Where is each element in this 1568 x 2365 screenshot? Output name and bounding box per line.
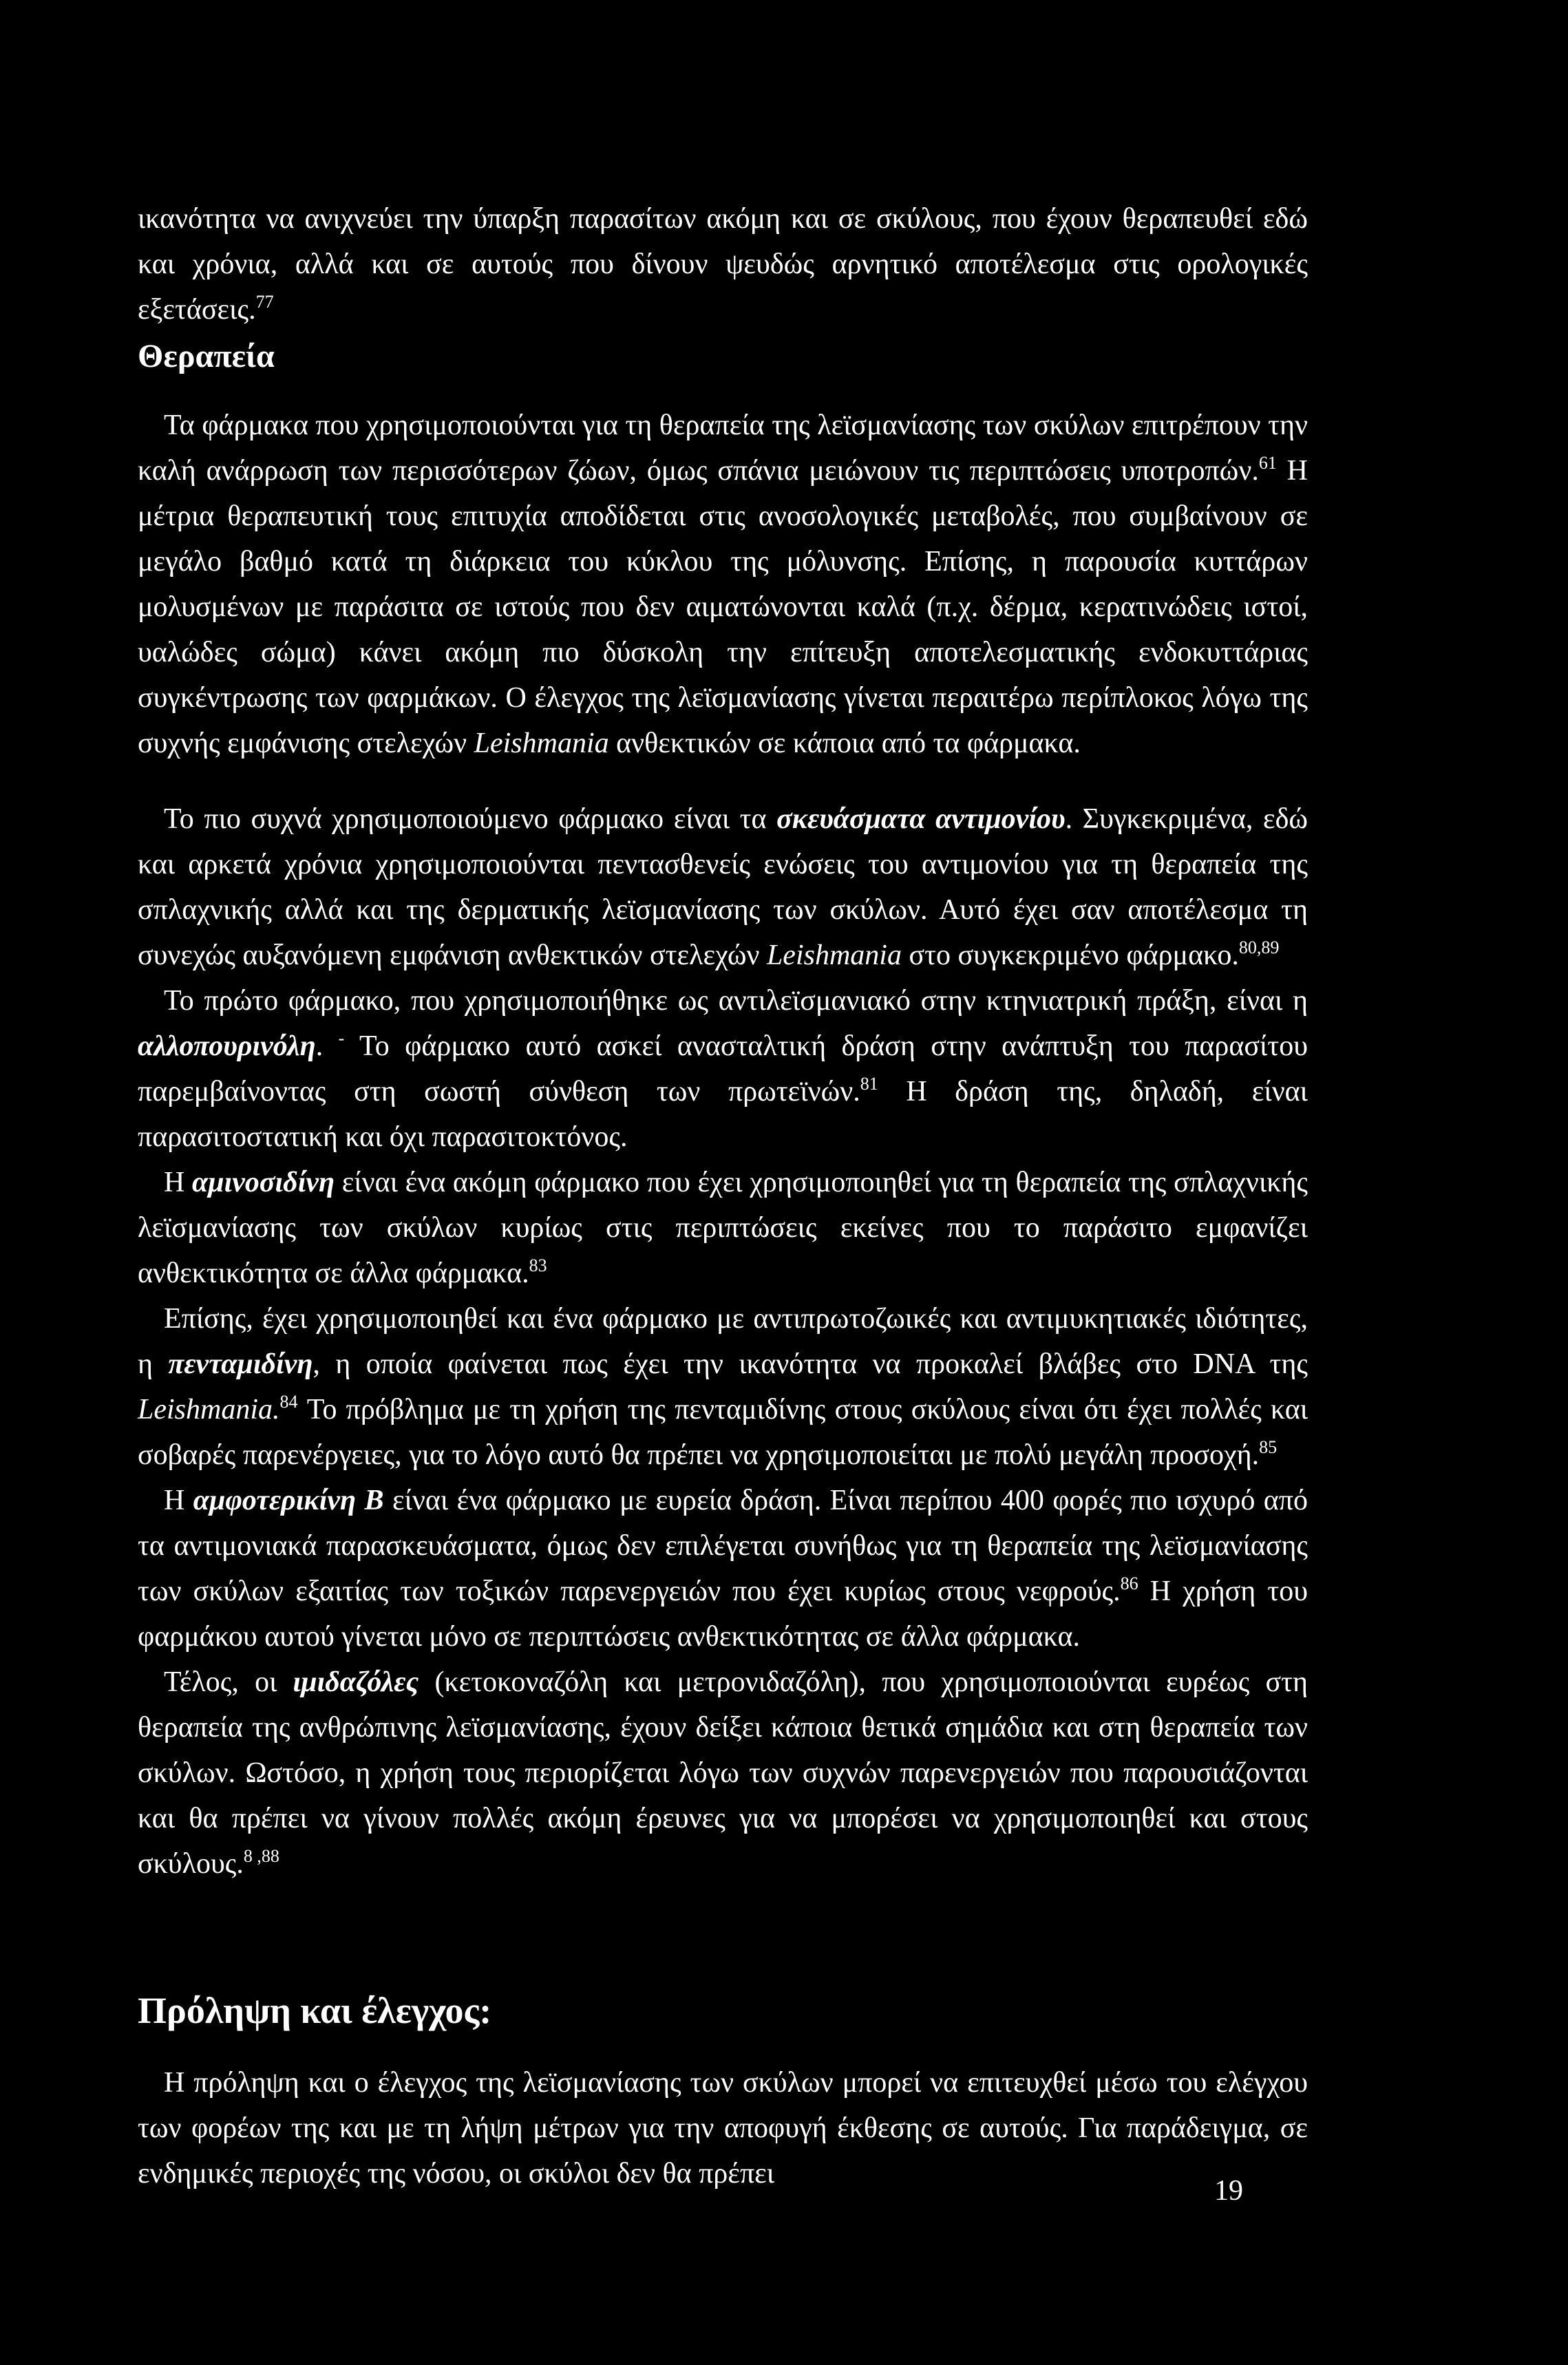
text: Η πρόληψη και ο έλεγχος της λεϊσμανίασης των σκύλων μπορεί να επιτευχθεί μέσω του ελέγχου των φορέων της και με τη λήψη μέτρων για την αποφυγή έκθεσης σε αυτούς. Για παράδειγμα, σε ενδημικές περιοχές της νόσου, οι σκύλοι δεν θα πρέπει (138, 2067, 1308, 2189)
reference-superscript: 83 (529, 1255, 547, 1275)
drug-name-antimony: σκευάσματα αντιμονίου (776, 803, 1066, 835)
text: Η (164, 1485, 193, 1516)
heading-therapy: Θεραπεία (138, 338, 275, 374)
paragraph-allopurinol (138, 978, 1308, 1160)
paragraph-drugs-overview (138, 403, 1308, 766)
text: Η δράση της, δηλαδή, είναι παρασιτοστατική και όχι παρασιτοκτόνος. (138, 1076, 1308, 1153)
paragraph-prevention (138, 2060, 1308, 2196)
text: Τα φάρμακα που χρησιμοποιούνται για τη θεραπεία της λεϊσμανίασης των σκύλων επιτρέπουν την καλή ανάρρωση των περισσότερων ζώων, όμως σπάνια μειώνουν τις περιπτώσεις υποτροπών. (138, 410, 1308, 487)
reference-mark: - (338, 1028, 345, 1048)
text: Το φάρμακο αυτό ασκεί ανασταλτική δράση στην ανάπτυξη του παρασίτου παρεμβαίνοντας στη σωστή σύνθεση των πρωτεϊνών. (138, 1030, 1309, 1107)
drug-name-imidazoles: ιμιδαζόλες (293, 1666, 419, 1698)
paragraph-intro (138, 196, 1308, 332)
paragraph-imidazoles (138, 1659, 1308, 1887)
drug-name-pentamidine: πενταμιδίνη (168, 1348, 313, 1380)
text: Η χρήση του φαρμάκου αυτού γίνεται μόνο σε περιπτώσεις ανθεκτικότητας σε άλλα φάρμακα. (138, 1576, 1308, 1653)
text: ανθεκτικών σε κάποια από τα φάρμακα. (608, 728, 1081, 759)
italic-species-name: Leishmania. (138, 1394, 280, 1425)
paragraph-pentamidine (138, 1296, 1308, 1478)
text: . (315, 1030, 339, 1062)
reference-superscript: 61 (1258, 453, 1277, 473)
text: , η οποία φαίνεται πως έχει την ικανότητα να προκαλεί βλάβες στο DNA της (312, 1348, 1308, 1380)
text: είναι ένα φάρμακο με ευρεία δράση. Είναι περίπου 400 φορές πιο ισχυρό από τα αντιμονιακά παρασκευάσματα, όμως δεν επιλέγεται συνήθως για τη θεραπεία της λεϊσμανίασης των σκύλων εξαιτίας των τοξικών παρενεργειών που έχει κυρίως στους νεφρούς. (138, 1485, 1308, 1607)
drug-name-amphotericin: αμφοτερικίνη Β (193, 1485, 384, 1516)
drug-name-allopurinol: αλλοπουρινόλη (138, 1030, 316, 1062)
reference-superscript: 81 (860, 1074, 878, 1094)
heading-prevention: Πρόληψη και έλεγχος: (138, 1990, 492, 2031)
page-number: 19 (1214, 2175, 1243, 2207)
italic-species-name: Leishmania (474, 728, 609, 759)
reference-superscript: 84 (279, 1392, 298, 1412)
text: Το πρόβλημα με τη χρήση της πενταμιδίνης στους σκύλους είναι ότι έχει πολλές και σοβαρές παρενέργειες, για το λόγο αυτό θα πρέπει να χρησιμοποιείται με πολύ μεγάλη προσοχή. (138, 1394, 1308, 1471)
paragraph-aminosidine (138, 1160, 1308, 1296)
text: ικανότητα να ανιχνεύει την ύπαρξη παρασίτων ακόμη και σε σκύλους, που έχουν θεραπευθεί εδώ και χρόνια, αλλά και σε αυτούς που δίνουν ψευδώς αρνητικό αποτέλεσμα στις ορολογικές εξετάσεις. (138, 203, 1308, 326)
drug-name-aminosidine: αμινοσιδίνη (191, 1167, 335, 1198)
text: Το πρώτο φάρμακο, που χρησιμοποιήθηκε ως αντιλεϊσμανιακό στην κτηνιατρική πράξη, είναι η (164, 985, 1308, 1017)
reference-superscript: 8 ,88 (243, 1846, 279, 1866)
reference-superscript: 77 (255, 292, 274, 312)
text: Το πιο συχνά χρησιμοποιούμενο φάρμακο είναι τα (164, 803, 777, 835)
text: είναι ένα ακόμη φάρμακο που έχει χρησιμοποιηθεί για τη θεραπεία της σπλαχνικής λεϊσμανίασης των σκύλων κυρίως στις περιπτώσεις εκείνες που το παράσιτο εμφανίζει ανθεκτικότητα σε άλλα φάρμακα. (138, 1167, 1308, 1289)
text: Επίσης, έχει χρησιμοποιηθεί και ένα φάρμακο με αντιπρωτοζωικές και αντιμυκητιακές ιδιότητες, η (138, 1303, 1308, 1380)
text: στο συγκεκριμένο φάρμακο. (901, 940, 1239, 971)
text: . Συγκεκριμένα, εδώ και αρκετά χρόνια χρησιμοποιούνται πεντασθενείς ενώσεις του αντιμονίου για τη θεραπεία της σπλαχνικής αλλά και της δερματικής λεϊσμανίασης των σκύλων. Αυτό έχει σαν αποτέλεσμα τη συνεχώς αυξανόμενη εμφάνιση ανθεκτικών στελεχών (138, 803, 1309, 971)
text: Τέλος, οι (164, 1666, 293, 1698)
text: (κετοκοναζόλη και μετρονιδαζόλη), που χρησιμοποιούνται ευρέως στη θεραπεία της ανθρώπινης λεϊσμανίασης, έχουν δείξει κάποια θετικά σημάδια και στη θεραπεία των σκύλων. Ωστόσο, η χρήση τους περιορίζεται λόγω των συχνών παρενεργειών που παρουσιάζονται και θα πρέπει να γίνουν πολλές ακόμη έρευνες για να μπορέσει να χρησιμοποιηθεί και στους σκύλους. (138, 1666, 1308, 1880)
text: Η μέτρια θεραπευτική τους επιτυχία αποδίδεται στις ανοσολογικές μεταβολές, που συμβαίνουν σε μεγάλο βαθμό κατά τη διάρκεια του κύκλου της μόλυνσης. Επίσης, η παρουσία κυττάρων μολυσμένων με παράσιτα σε ιστούς που δεν αιματώνονται καλά (π.χ. δέρμα, κερατινώδεις ιστοί, υαλώδες σώμα) κάνει ακόμη πιο δύσκολη την επίτευξη αποτελεσματικής ενδοκυττάριας συγκέντρωσης των φαρμάκων. Ο έλεγχος της λεϊσμανίασης γίνεται περαιτέρω περίπλοκος λόγω της συχνής εμφάνισης στελεχών (138, 455, 1308, 759)
reference-superscript: 85 (1259, 1437, 1278, 1457)
paragraph-antimony (138, 796, 1308, 978)
document-page (138, 196, 1308, 2196)
paragraph-amphotericin (138, 1478, 1308, 1659)
reference-superscript: 86 (1120, 1573, 1138, 1593)
text: Η (164, 1167, 192, 1198)
italic-species-name: Leishmania (766, 940, 902, 971)
reference-superscript: 80,89 (1238, 937, 1280, 957)
